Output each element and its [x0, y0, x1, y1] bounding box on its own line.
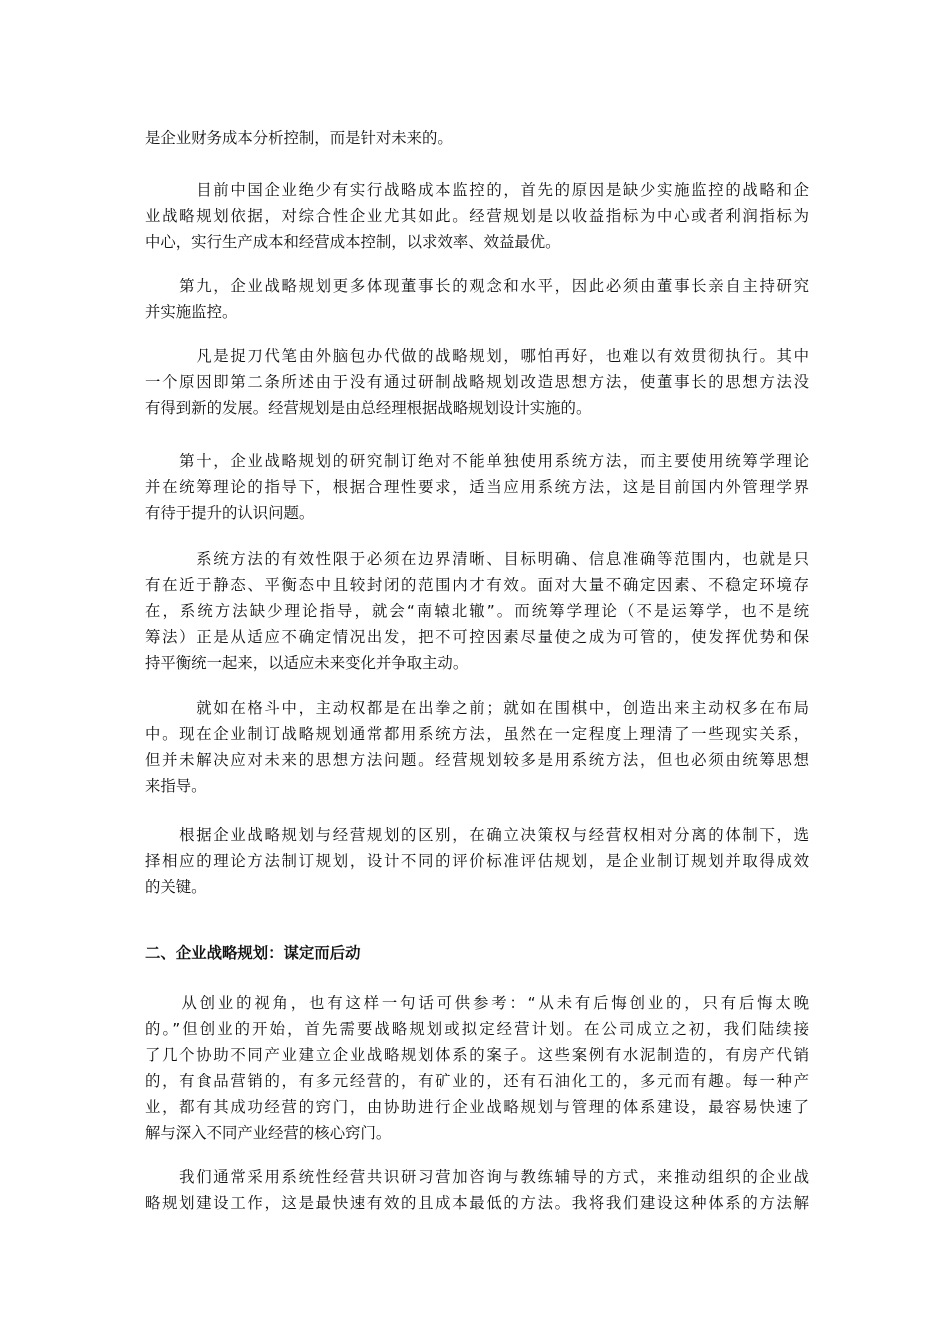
text-line: 了几个协助不同产业建立企业战略规划体系的案子。这些案例有水泥制造的，有房产代销: [145, 1046, 809, 1064]
text-line: 有得到新的发展。经营规划是由总经理根据战略规划设计实施的。: [145, 399, 592, 417]
text-line: 筹法）正是从适应不确定情况出发，把不可控因素尽量使之成为可管的，使发挥优势和保: [145, 628, 809, 646]
text-line: 第九，企业战略规划更多体现董事长的观念和水平，因此必须由董事长亲自主持研究: [145, 277, 809, 295]
text-line: 我们通常采用系统性经营共识研习营加咨询与教练辅导的方式，来推动组织的企业战: [145, 1168, 809, 1186]
text-line: 根据企业战略规划与经营规划的区别，在确立决策权与经营权相对分离的体制下，选: [145, 826, 809, 844]
text-line: 略规划建设工作，这是最快速有效的且成本最低的方法。我将我们建设这种体系的方法解: [145, 1194, 809, 1212]
text-line: 中。现在企业制订战略规划通常都用系统方法，虽然在一定程度上理清了一些现实关系，: [145, 725, 809, 743]
text-line: 系统方法的有效性限于必须在边界清晰、目标明确、信息准确等范围内，也就是只: [145, 550, 809, 568]
text-line: 目前中国企业绝少有实行战略成本监控的，首先的原因是缺少实施监控的战略和企: [145, 181, 809, 199]
text-line: 持平衡统一起来，以适应未来变化并争取主动。: [145, 654, 469, 672]
text-line: 择相应的理论方法制订规划，设计不同的评价标准评估规划，是企业制订规划并取得成效: [145, 852, 809, 870]
text-line: 并实施监控。: [145, 303, 238, 321]
text-line: 凡是捉刀代笔由外脑包办代做的战略规划，哪怕再好，也难以有效贯彻执行。其中: [145, 347, 809, 365]
text-line: 有在近于静态、平衡态中且较封闭的范围内才有效。面对大量不确定因素、不稳定环境存: [145, 576, 809, 594]
text-line: 并在统筹理论的指导下，根据合理性要求，适当应用系统方法，这是目前国内外管理学界: [145, 478, 809, 496]
text-line: 是企业财务成本分析控制，而是针对未来的。: [145, 129, 453, 147]
text-line: 一个原因即第二条所述由于没有通过研制战略规划改造思想方法，使董事长的思想方法没: [145, 373, 809, 391]
section-heading: 二、企业战略规划：谋定而后动: [145, 944, 361, 962]
text-line: 来指导。: [145, 777, 207, 795]
text-line: 中心，实行生产成本和经营成本控制，以求效率、效益最优。: [145, 233, 561, 251]
text-line: 业，都有其成功经营的窍门，由协助进行企业战略规划与管理的体系建设，最容易快速了: [145, 1098, 809, 1116]
text-line: 在，系统方法缺少理论指导，就会“南辕北辙”。而统筹学理论（不是运筹学，也不是统: [145, 602, 809, 620]
text-line: 业战略规划依据，对综合性企业尤其如此。经营规划是以收益指标为中心或者利润指标为: [145, 207, 809, 225]
text-line: 但并未解决应对未来的思想方法问题。经营规划较多是用系统方法，但也必须由统筹思想: [145, 751, 809, 769]
text-line: 第十，企业战略规划的研究制订绝对不能单独使用系统方法，而主要使用统筹学理论: [145, 452, 809, 470]
text-line: 的。”但创业的开始，首先需要战略规划或拟定经营计划。在公司成立之初，我们陆续接: [145, 1020, 809, 1038]
text-line: 有待于提升的认识问题。: [145, 504, 315, 522]
text-line: 解与深入不同产业经营的核心窍门。: [145, 1124, 392, 1142]
text-line: 从创业的视角，也有这样一句话可供参考：“从未有后悔创业的，只有后悔太晚: [145, 994, 809, 1012]
text-line: 就如在格斗中，主动权都是在出拳之前；就如在围棋中，创造出来主动权多在布局: [145, 699, 809, 717]
text-line: 的，有食品营销的，有多元经营的，有矿业的，还有石油化工的，多元而有趣。每一种产: [145, 1072, 809, 1090]
text-line: 的关键。: [145, 878, 207, 896]
